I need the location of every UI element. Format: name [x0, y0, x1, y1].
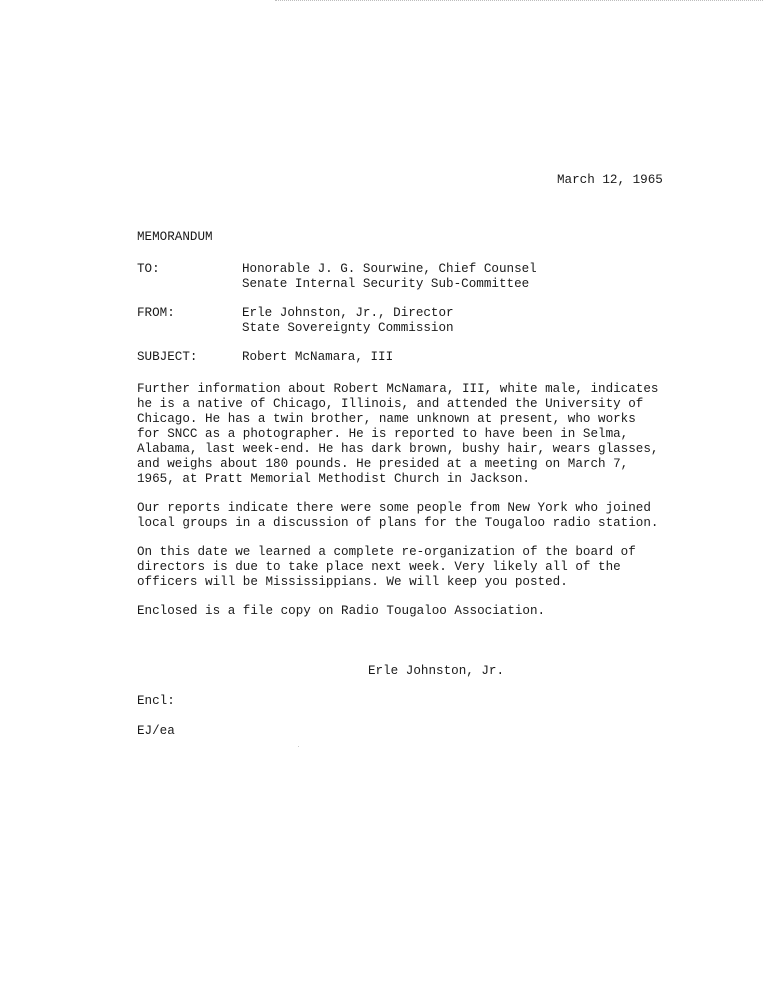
text-line: officers will be Mississippians. We will keep you posted.	[137, 575, 568, 589]
body-paragraph-4	[137, 604, 677, 619]
text-line: for SNCC as a photographer. He is reported to have been in Selma,	[137, 427, 629, 441]
text-line: 1965, at Pratt Memorial Methodist Church in Jackson.	[137, 472, 530, 486]
to-label: TO:	[137, 262, 160, 276]
text-line: and weighs about 180 pounds. He presided at a meeting on March 7,	[137, 457, 629, 471]
text-line: Alabama, last week-end. He has dark brown, bushy hair, wears glasses,	[137, 442, 659, 456]
text-line: On this date we learned a complete re-organization of the board of	[137, 545, 636, 559]
text-line: directors is due to take place next week. Very likely all of the	[137, 560, 621, 574]
to-line: Senate Internal Security Sub-Committee	[242, 277, 530, 291]
subject-value: Robert McNamara, III	[242, 350, 394, 364]
from-label: FROM:	[137, 306, 175, 320]
memo-date: March 12, 1965	[557, 173, 663, 187]
to-line: Honorable J. G. Sourwine, Chief Counsel	[242, 262, 537, 276]
scan-speck	[298, 746, 299, 747]
memo-heading: MEMORANDUM	[137, 230, 213, 244]
body-paragraph-1	[137, 382, 677, 487]
text-line: Chicago. He has a twin brother, name unknown at present, who works	[137, 412, 636, 426]
text-line: local groups in a discussion of plans for the Tougaloo radio station.	[137, 516, 659, 530]
scan-edge-dotted-line	[275, 0, 763, 3]
from-line: Erle Johnston, Jr., Director	[242, 306, 454, 320]
text-line: Our reports indicate there were some people from New York who joined	[137, 501, 651, 515]
from-line: State Sovereignty Commission	[242, 321, 454, 335]
text-line: he is a native of Chicago, Illinois, and attended the University of	[137, 397, 644, 411]
typist-initials: EJ/ea	[137, 724, 175, 738]
text-line: Enclosed is a file copy on Radio Tougaloo Association.	[137, 604, 546, 618]
body-paragraph-3	[137, 545, 677, 590]
to-value	[242, 262, 537, 292]
body-paragraph-2	[137, 501, 677, 531]
from-value	[242, 306, 454, 336]
subject-label: SUBJECT:	[137, 350, 198, 364]
text-line: Further information about Robert McNamara, III, white male, indicates	[137, 382, 659, 396]
signature-name: Erle Johnston, Jr.	[368, 664, 505, 678]
enclosure-note: Encl:	[137, 694, 175, 708]
